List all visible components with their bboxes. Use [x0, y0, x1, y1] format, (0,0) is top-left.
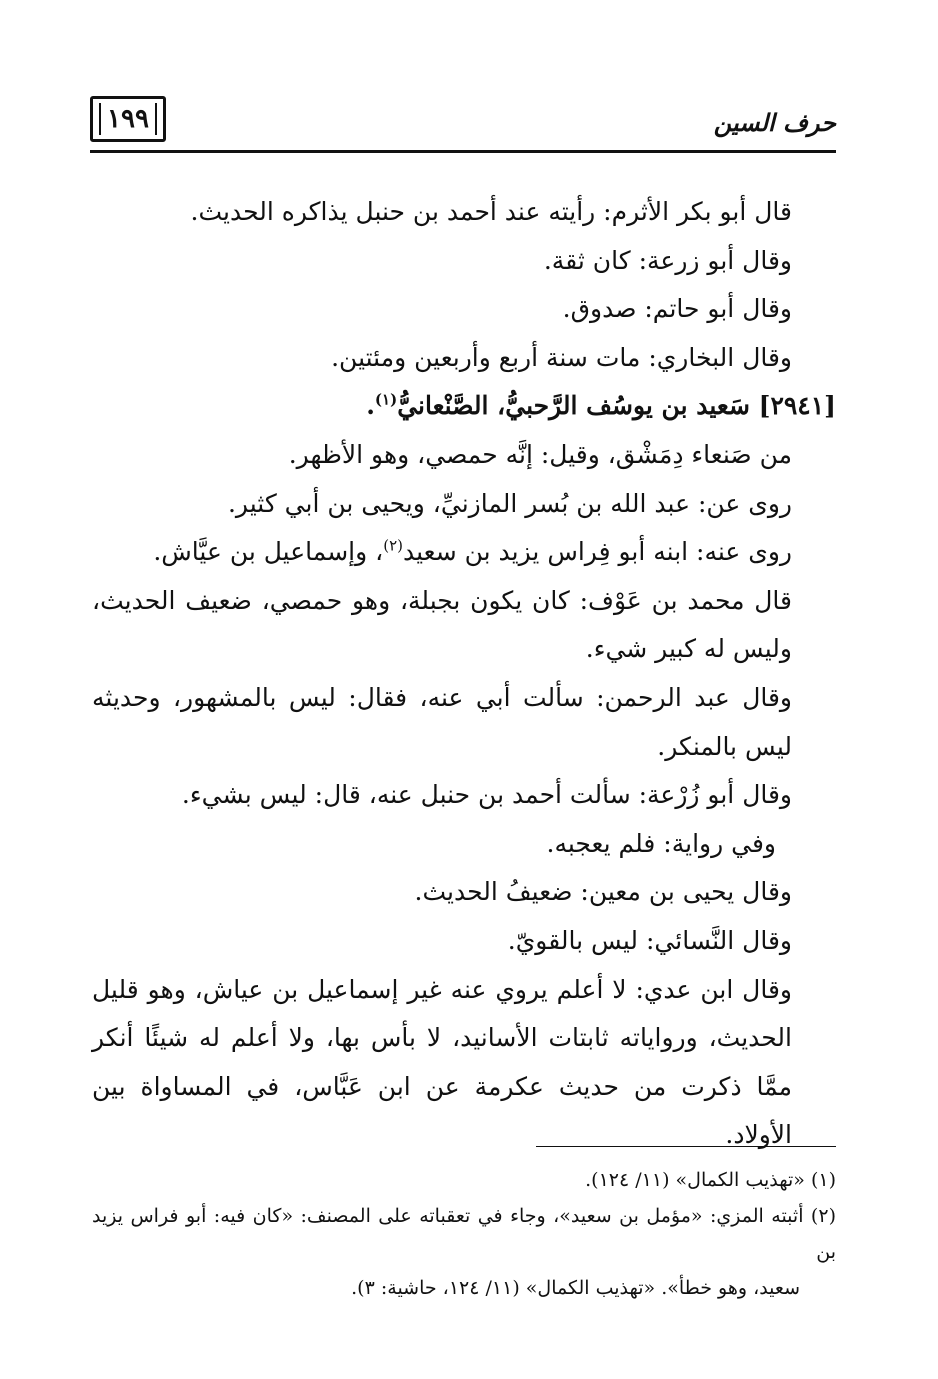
paragraph-abd-al-rahman: وقال عبد الرحمن: سألت أبي عنه، فقال: ليس بالمشهور، وحديثه ليس بالمنكر.: [92, 682, 792, 761]
footnote-ref-2: (٢): [383, 536, 403, 555]
main-text: [92, 188, 836, 1160]
paragraph-another-narration: وفي رواية: فلم يعجبه.: [546, 828, 776, 858]
narrated-by-text-a: روى عنه: ابنه أبو فِراس يزيد بن سعيد: [402, 537, 792, 567]
paragraph-ibn-adi: وقال ابن عدي: لا أعلم يروي عنه غير إسماعيل بن عياش، وهو قليل الحديث، ورواياته ثابتات الأسانيد، لا بأس بها، ولا أعلم له شيئًا أنكر ممَّا ذكرت من حديث عكرمة عن ابن عَبَّاس، في المساواة بين الأولاد.: [92, 974, 792, 1150]
running-title: حرف السين: [713, 108, 836, 137]
footnote-2-line-1: (٢) أثبته المزي: «مؤمل بن سعيد»، وجاء في تعقباته على المصنف: «كان فيه: أبو فراس يزيد بن: [92, 1205, 836, 1263]
paragraph-abu-zura-1: وقال أبو زرعة: كان ثقة.: [543, 245, 792, 275]
paragraph-bukhari: وقال البخاري: مات سنة أربع وأربعين ومئتين.: [331, 342, 792, 372]
page-number-text: ١٩٩: [107, 104, 149, 134]
page-number: [90, 96, 166, 142]
paragraph-abu-hatim: وقال أبو حاتم: صدوق.: [562, 294, 792, 324]
paragraph-narrated-from: روى عن: عبد الله بن بُسر المازنيِّ، ويحيى بن أبي كثير.: [227, 488, 792, 518]
page-header: [90, 96, 836, 156]
footnote-2-line-2: سعيد، وهو خطأ». «تهذيب الكمال» (١١/ ١٢٤، حاشية: ٣).: [351, 1277, 800, 1299]
footnotes: [92, 1162, 836, 1306]
footnote-ref-1: (١): [374, 391, 398, 410]
paragraph-abu-zura-2: وقال أبو زُرْعة: سألت أحمد بن حنبل عنه، قال: ليس بشيء.: [181, 780, 792, 810]
paragraph-origin: من صَنعاء دِمَشْق، وقيل: إنَّه حمصي، وهو الأظهر.: [288, 439, 792, 469]
footnote-1: (١) «تهذيب الكمال» (١١/ ١٢٤).: [585, 1169, 836, 1191]
paragraph-athram: قال أبو بكر الأثرم: رأيته عند أحمد بن حنبل يذاكره الحديث.: [190, 197, 792, 226]
paragraph-ibn-main: وقال يحيى بن معين: ضعيفُ الحديث.: [414, 877, 792, 907]
paragraph-narrated-by: [92, 528, 836, 577]
footnote-separator: [536, 1146, 836, 1147]
entry-heading: [٢٩٤١] سَعيد بن يوسُف الرَّحبيُّ، الصَّنْعانيُّ$^{(١)}$.: [366, 391, 836, 421]
paragraph-nasai: وقال النَّسائي: ليس بالقويّ.: [507, 925, 792, 955]
entry-heading-text: [٢٩٤١] سَعيد بن يوسُف الرَّحبيُّ، الصَّنْعانيُّ: [397, 391, 836, 421]
header-rule: [90, 150, 836, 153]
narrated-by-text-b: ، وإسماعيل بن عيَّاش.: [153, 537, 384, 567]
paragraph-ibn-awf: قال محمد بن عَوْف: كان يكون بجبلة، وهو حمصي، ضعيف الحديث، وليس له كبير شيء.: [92, 585, 792, 664]
